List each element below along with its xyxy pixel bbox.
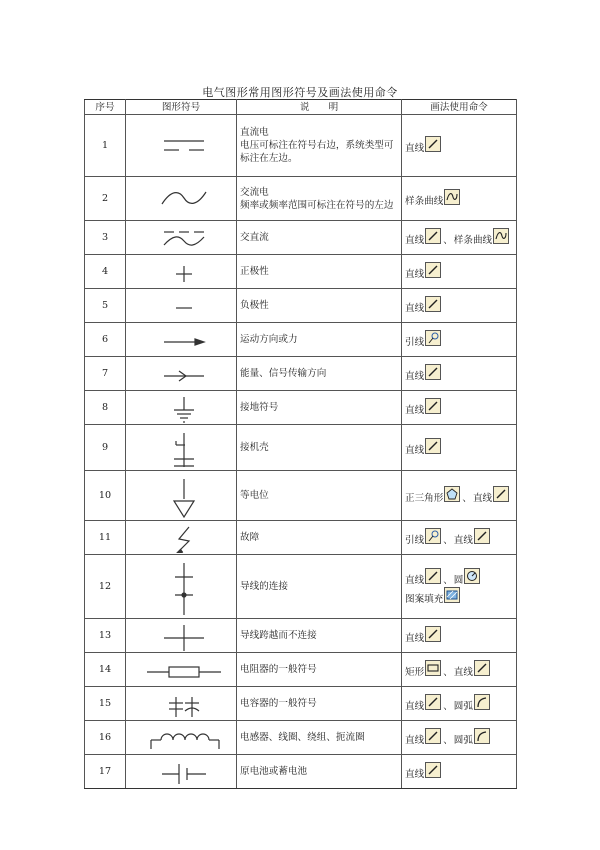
- line-icon: [425, 694, 441, 710]
- command-cell: [402, 323, 517, 357]
- table-row: [85, 471, 517, 521]
- command-label: 直线: [405, 445, 425, 456]
- electrical-symbol-icon: [129, 473, 239, 519]
- symbol-cell: [126, 221, 237, 255]
- description-cell: 故障: [237, 521, 402, 555]
- row-number: 1: [85, 115, 126, 177]
- electrical-symbol-icon: [129, 179, 239, 219]
- row-number: 17: [85, 755, 126, 789]
- description-cell: 接地符号: [237, 391, 402, 425]
- line-icon: [425, 262, 441, 278]
- page-title: 电气图形常用图形符号及画法使用命令: [202, 86, 398, 99]
- leader-icon: [425, 330, 441, 346]
- line-icon: [425, 762, 441, 778]
- symbol-cell: [126, 115, 237, 177]
- polygon-icon: [444, 486, 460, 502]
- electrical-symbol-icon: [129, 359, 239, 389]
- symbol-cell: [126, 255, 237, 289]
- symbol-cell: [126, 357, 237, 391]
- symbol-cell: [126, 289, 237, 323]
- line-icon: [425, 438, 441, 454]
- separator: 、: [443, 235, 453, 246]
- table-row: [85, 687, 517, 721]
- description-cell: 接机壳: [237, 425, 402, 471]
- command-label: 直线: [453, 535, 473, 546]
- command-label: 直线: [472, 493, 493, 504]
- symbol-table: [84, 99, 517, 789]
- command-cell: [402, 115, 517, 177]
- symbol-cell: [126, 425, 237, 471]
- rectangle-icon: [425, 660, 441, 676]
- line-icon: [493, 486, 509, 502]
- command-label: 直线: [453, 667, 473, 678]
- row-number: 7: [85, 357, 126, 391]
- header-desc: 说 明: [237, 100, 402, 115]
- command-cell: [402, 619, 517, 653]
- command-label: 直线: [405, 405, 425, 416]
- row-number: 10: [85, 471, 126, 521]
- table-row: [85, 177, 517, 221]
- spline-icon: [444, 189, 460, 205]
- table-row: [85, 425, 517, 471]
- electrical-symbol-icon: [129, 257, 239, 287]
- electrical-symbol-icon: [129, 523, 239, 553]
- hatch-icon: [444, 587, 460, 603]
- header-cmd: 画法使用命令: [402, 100, 517, 115]
- command-cell: [402, 755, 517, 789]
- electrical-symbol-icon: [129, 557, 239, 617]
- command-label: 引线: [405, 535, 425, 546]
- spline-icon: [493, 228, 509, 244]
- command-label: 正三角形: [405, 493, 444, 504]
- line-icon: [425, 296, 441, 312]
- table-row: [85, 289, 517, 323]
- command-cell: [402, 521, 517, 555]
- command-label: 矩形: [405, 667, 425, 678]
- electrical-symbol-icon: [129, 655, 239, 685]
- electrical-symbol-icon: [129, 223, 239, 253]
- line-icon: [425, 626, 441, 642]
- row-number: 14: [85, 653, 126, 687]
- electrical-symbol-icon: [129, 689, 239, 719]
- symbol-cell: [126, 391, 237, 425]
- row-number: 8: [85, 391, 126, 425]
- command-label: 直线: [405, 143, 425, 154]
- command-cell: [402, 391, 517, 425]
- description-cell: 运动方向或力: [237, 323, 402, 357]
- command-label: 直线: [405, 735, 425, 746]
- table-row: [85, 391, 517, 425]
- command-cell: [402, 357, 517, 391]
- command-label: 直线: [405, 769, 425, 780]
- line-icon: [425, 398, 441, 414]
- description-cell: 直流电 电压可标注在符号右边，系统类型可标注在左边。: [237, 115, 402, 177]
- table-row: [85, 221, 517, 255]
- command-label: 直线: [405, 701, 425, 712]
- separator: 、: [443, 701, 453, 712]
- command-cell: [402, 471, 517, 521]
- command-cell: [402, 425, 517, 471]
- row-number: 4: [85, 255, 126, 289]
- command-label: 样条曲线: [453, 235, 493, 246]
- command-label: 引线: [405, 337, 425, 348]
- line-icon: [425, 728, 441, 744]
- line-icon: [425, 364, 441, 380]
- row-number: 16: [85, 721, 126, 755]
- electrical-symbol-icon: [129, 757, 239, 787]
- table-row: [85, 115, 517, 177]
- command-cell: [402, 687, 517, 721]
- table-row: [85, 357, 517, 391]
- description-cell: 电阻器的一般符号: [237, 653, 402, 687]
- table-row: [85, 653, 517, 687]
- row-number: 3: [85, 221, 126, 255]
- description-cell: 电感器、线圈、绕组、扼流圈: [237, 721, 402, 755]
- command-label: 直线: [405, 235, 425, 246]
- symbol-cell: [126, 653, 237, 687]
- table-row: [85, 521, 517, 555]
- separator: 、: [443, 535, 453, 546]
- description-cell: 正极性: [237, 255, 402, 289]
- symbol-cell: [126, 323, 237, 357]
- electrical-symbol-icon: [129, 427, 239, 469]
- command-label: 直线: [405, 269, 425, 280]
- row-number: 5: [85, 289, 126, 323]
- row-number: 15: [85, 687, 126, 721]
- separator: 、: [443, 574, 453, 586]
- line-icon: [425, 568, 441, 584]
- table-header-row: [85, 100, 517, 115]
- command-label: 样条曲线: [405, 196, 444, 207]
- symbol-cell: [126, 177, 237, 221]
- table-row: [85, 721, 517, 755]
- arc-icon: [474, 694, 490, 710]
- arc-icon: [474, 728, 490, 744]
- description-cell: 交直流: [237, 221, 402, 255]
- symbol-cell: [126, 471, 237, 521]
- electrical-symbol-icon: [129, 325, 239, 355]
- table-row: [85, 619, 517, 653]
- electrical-symbol-icon: [129, 117, 239, 175]
- line-icon: [425, 228, 441, 244]
- symbol-cell: [126, 687, 237, 721]
- description-cell: 导线跨越而不连接: [237, 619, 402, 653]
- symbol-cell: [126, 521, 237, 555]
- electrical-symbol-icon: [129, 621, 239, 651]
- command-cell: [402, 555, 517, 619]
- circle-icon: [464, 568, 480, 584]
- electrical-symbol-icon: [129, 723, 239, 753]
- command-label: 圆弧: [453, 735, 473, 746]
- electrical-symbol-icon: [129, 291, 239, 321]
- row-number: 13: [85, 619, 126, 653]
- command-label: 直线: [405, 574, 425, 586]
- description-cell: 原电池或蓄电池: [237, 755, 402, 789]
- command-cell: [402, 177, 517, 221]
- leader-icon: [425, 528, 441, 544]
- command-cell: [402, 255, 517, 289]
- table-row: [85, 323, 517, 357]
- command-cell: [402, 653, 517, 687]
- separator: 、: [443, 667, 453, 678]
- table-row: [85, 755, 517, 789]
- command-label: 图案填充: [405, 593, 444, 605]
- description-cell: 交流电 频率或频率范围可标注在符号的左边: [237, 177, 402, 221]
- symbol-cell: [126, 721, 237, 755]
- command-label: 直线: [405, 371, 425, 382]
- command-cell: [402, 221, 517, 255]
- row-number: 9: [85, 425, 126, 471]
- row-number: 6: [85, 323, 126, 357]
- symbol-cell: [126, 555, 237, 619]
- row-number: 2: [85, 177, 126, 221]
- command-label: 圆弧: [453, 701, 473, 712]
- description-cell: 电容器的一般符号: [237, 687, 402, 721]
- separator: 、: [462, 493, 472, 504]
- command-label: 直线: [405, 303, 425, 314]
- line-icon: [425, 136, 441, 152]
- symbol-cell: [126, 619, 237, 653]
- command-label: 圆: [453, 574, 464, 586]
- command-label: 直线: [405, 633, 425, 644]
- command-cell: [402, 289, 517, 323]
- row-number: 12: [85, 555, 126, 619]
- line-icon: [474, 528, 490, 544]
- electrical-symbol-icon: [129, 393, 239, 423]
- header-num: 序号: [85, 100, 126, 115]
- description-cell: 导线的连接: [237, 555, 402, 619]
- description-cell: 能量、信号传输方向: [237, 357, 402, 391]
- description-cell: 负极性: [237, 289, 402, 323]
- description-cell: 等电位: [237, 471, 402, 521]
- header-symbol: 图形符号: [126, 100, 237, 115]
- table-row: [85, 255, 517, 289]
- table-row: [85, 555, 517, 619]
- separator: 、: [443, 735, 453, 746]
- row-number: 11: [85, 521, 126, 555]
- command-cell: [402, 721, 517, 755]
- symbol-cell: [126, 755, 237, 789]
- line-icon: [474, 660, 490, 676]
